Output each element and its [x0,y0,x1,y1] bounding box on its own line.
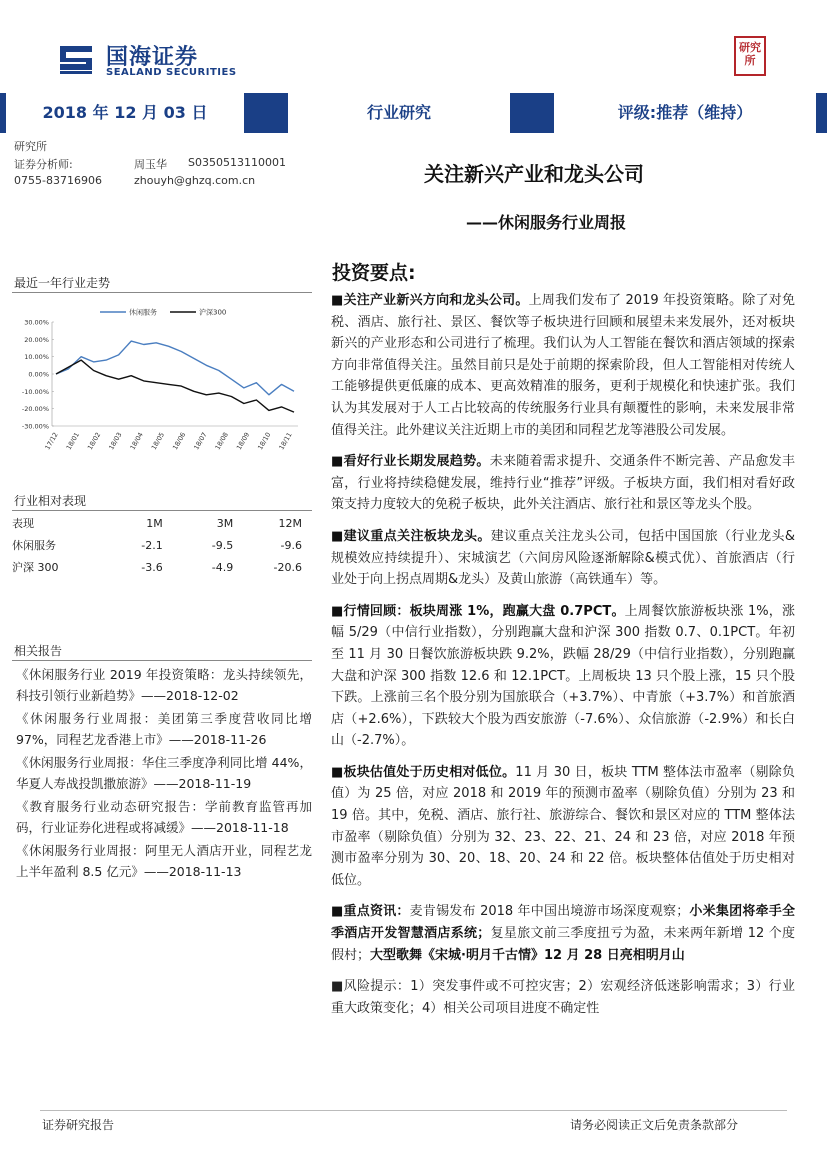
table-row [12,556,310,578]
keypoint-text: 11 月 30 日，板块 TTM 整体法市盈率（剔除负值）为 25 倍，对应 2018 和 2019 年的预测市盈率（剔除负值）分别为 23 和 19 倍。其中，免税、酒店、旅行社、旅游综合、餐饮和景区对应的 TTM 整体法市盈率（剔除负值）分别为 32、23、22、21、24 和 23 倍，对应 2018 年预测市盈率分别为 30、20、18、20、24 和 22 倍。板块整体估值处于历史相对低位。 [331,764,795,888]
table-cell: -9.5 [211,538,234,552]
table-cell: -9.6 [280,538,302,552]
analyst-email[interactable]: zhouyh@ghzq.com.cn [134,174,256,187]
trend-chart [12,298,312,468]
keypoint-lead: ■看好行业长期发展趋势。 [331,454,490,470]
relative-heading: 行业相对表现 [14,494,87,508]
news-item: 小米集团将牵手全季酒店开发智慧酒店系统； [331,904,795,942]
related-report-link[interactable]: 《休闲服务行业周报：阿里无人酒店开业，同程艺龙上半年盈利 8.5 亿元》——2018-11-13 [16,843,312,879]
y-tick-label: -30.00% [21,422,49,431]
keypoint-text: 建议重点关注龙头公司，包括中国国旅（行业龙头&规模效应持续提升）、宋城演艺（六间房风险逐渐解除&模式优）、首旅酒店（行业处于向上拐点周期&龙头）及黄山旅游（高铁通车）等。 [331,528,795,588]
keypoint-lead: ■行情回顾：板块周涨 1%，跑赢大盘 0.7PCT。 [331,603,625,619]
related-divider [12,660,312,661]
table-cell: -3.6 [141,560,163,574]
x-tick-label: 18/04 [128,431,145,452]
keypoint-paragraph [331,290,795,441]
x-tick-label: 18/11 [277,431,294,452]
keypoint-paragraph [331,601,795,752]
report-rating: 评级:推荐（维持） [554,93,816,133]
col-header: 3M [216,516,234,530]
dept-label: 研究所 [14,140,47,153]
report-title: 关注新兴产业和龙头公司 [424,162,644,186]
col-header: 表现 [12,517,34,530]
table-header-row [12,512,310,534]
y-tick-label: 20.00% [24,335,49,344]
research-seal: 研究所 [734,36,766,76]
analyst-license: S0350513110001 [188,156,286,169]
analyst-name: 周玉华 [134,158,167,171]
x-tick-label: 18/06 [171,431,188,452]
report-subtitle: ——休闲服务行业周报 [466,213,627,232]
footer-divider [40,1110,787,1111]
footer-left: 证券研究报告 [42,1118,115,1132]
trend-heading: 最近一年行业走势 [14,276,111,290]
x-tick-label: 18/05 [149,431,167,452]
col-header: 1M [146,516,163,530]
y-tick-label: -20.00% [21,405,49,414]
keypoint-paragraph [331,451,795,516]
keypoint-text: 上周我们发布了 2019 年投资策略。除了对免税、酒店、旅行社、景区、餐饮等子板块进行回顾和展望未来发展外，还对板块新兴的产业形态和公司进行了梳理。我们认为人工智能在餐饮和酒店领域的探索方向非常值得关注。虽然目前只是处于前期的探索阶段，但人工智能相对传统人工能够提供更低廉的成本、更高效精准的服务，更利于规模化和快速扩张。我们认为其发展对于人工占比较高的传统服务行业具有颠覆性的影响，未来发展非常值得关注。此外建议关注近期上市的美团和同程艺龙等港股公司发展。 [331,293,795,438]
related-report-link[interactable]: 《休闲服务行业周报：美团第三季度营收同比增 97%，同程艺龙香港上市》——2018-11-26 [16,711,312,747]
x-tick-label: 18/08 [213,431,230,452]
keypoint-lead: ■关注产业新兴方向和龙头公司。 [331,293,529,308]
table-cell: -2.1 [141,538,163,552]
col-header: 12M [278,516,302,530]
keypoint-lead: ■板块估值处于历史相对低位。 [331,764,516,780]
related-report-link[interactable]: 《休闲服务行业周报：华住三季度净利同比增 44%，华夏人寿战投凯撒旅游》——2018-11-19 [16,755,312,791]
legend-label: 休闲服务 [129,308,157,317]
x-tick-label: 18/09 [234,431,252,452]
keypoints-heading: 投资要点: [332,262,416,284]
report-category: 行业研究 [288,93,510,133]
news-item: 大型歌舞《宋城·明月千古情》12 月 28 日亮相明月山 [370,947,685,963]
brand-name-en: SEALAND SECURITIES [106,67,237,78]
table-row [12,534,310,556]
related-heading: 相关报告 [14,644,63,658]
series-line [56,360,294,412]
x-tick-label: 17/12 [43,431,60,452]
relative-divider [12,510,312,511]
trend-divider [12,292,312,293]
brand-logo-icon [56,40,96,76]
news-lead: ■重点资讯： [331,904,410,920]
y-tick-label: -10.00% [21,387,49,396]
related-report-link[interactable]: 《休闲服务行业 2019 年投资策略：龙头持续领先，科技引领行业新趋势》——2018-12-02 [16,667,312,703]
table-cell: 休闲服务 [12,539,56,552]
y-tick-label: 0.00% [28,370,49,379]
brand-name-cn: 国海证券 [106,45,199,70]
series-line [56,341,294,395]
keypoint-paragraph [331,526,795,591]
analyst-role: 证券分析师: [14,158,73,171]
y-tick-label: 30.00% [24,318,49,327]
keypoints-body [331,290,795,1029]
news-item: 复星旅文前三季度扭亏为盈，未来两年新增 12 个度假村； [331,926,795,963]
table-cell: -20.6 [273,560,302,574]
relative-table [12,512,310,578]
report-date: 2018 年 12 月 03 日 [6,93,244,133]
keypoint-lead: ■建议重点关注板块龙头。 [331,528,491,544]
news-item: 麦肯锡发布 2018 年中国出境游市场深度观察； [409,904,690,920]
risk-paragraph: ■风险提示：1）突发事件或不可控灾害；2）宏观经济低迷影响需求；3）行业重大政策变化；4）相关公司项目进度不确定性 [331,979,795,1016]
x-tick-label: 18/02 [85,431,103,452]
x-tick-label: 18/03 [107,431,124,452]
x-tick-label: 18/10 [256,431,273,452]
related-reports [16,664,312,884]
x-tick-label: 18/01 [64,431,82,452]
news-paragraph [331,901,795,966]
keypoint-text: 未来随着需求提升、交通条件不断完善、产品愈发丰富，行业将持续稳健发展，维持行业“推荐”评级。子板块方面，我们相对看好政策支持力度较大的免税子板块，此外关注酒店、旅行社和景区等龙头个股。 [331,454,795,513]
footer-disclaimer: 请务必阅读正文后免责条款部分 [570,1118,739,1132]
y-tick-label: 10.00% [24,353,49,362]
legend-label: 沪深300 [199,308,227,317]
table-cell: -4.9 [211,560,234,574]
keypoint-text: 上周餐饮旅游板块涨 1%，涨幅 5/29（中信行业指数），分别跑赢大盘和沪深 300 指数 0.7、0.1PCT。年初至 11 月 30 日餐饮旅游板块跌 9.2%，跌幅 28/29（中信行业指数），分别跑赢大盘和沪深 300 指数 12.6 和 12.1PCT。上周板块 13 只个股上涨，15 只个股下跌。上涨前三名个股分别为国旅联合（+3.7%）、中青旅（+3.7%）和首旅酒店（+2.6%），下跌较大个股为西安旅游（-7.6%）、众信旅游（-2.9%）和长白山（-2.7%）。 [331,603,796,749]
keypoint-paragraph [331,762,795,892]
analyst-phone: 0755-83716906 [14,174,102,187]
x-tick-label: 18/07 [192,431,209,452]
table-cell: 沪深 300 [12,561,59,574]
related-report-link[interactable]: 《教育服务行业动态研究报告：学前教育监管再加码，行业证券化进程或将减缓》——2018-11-18 [16,799,312,835]
